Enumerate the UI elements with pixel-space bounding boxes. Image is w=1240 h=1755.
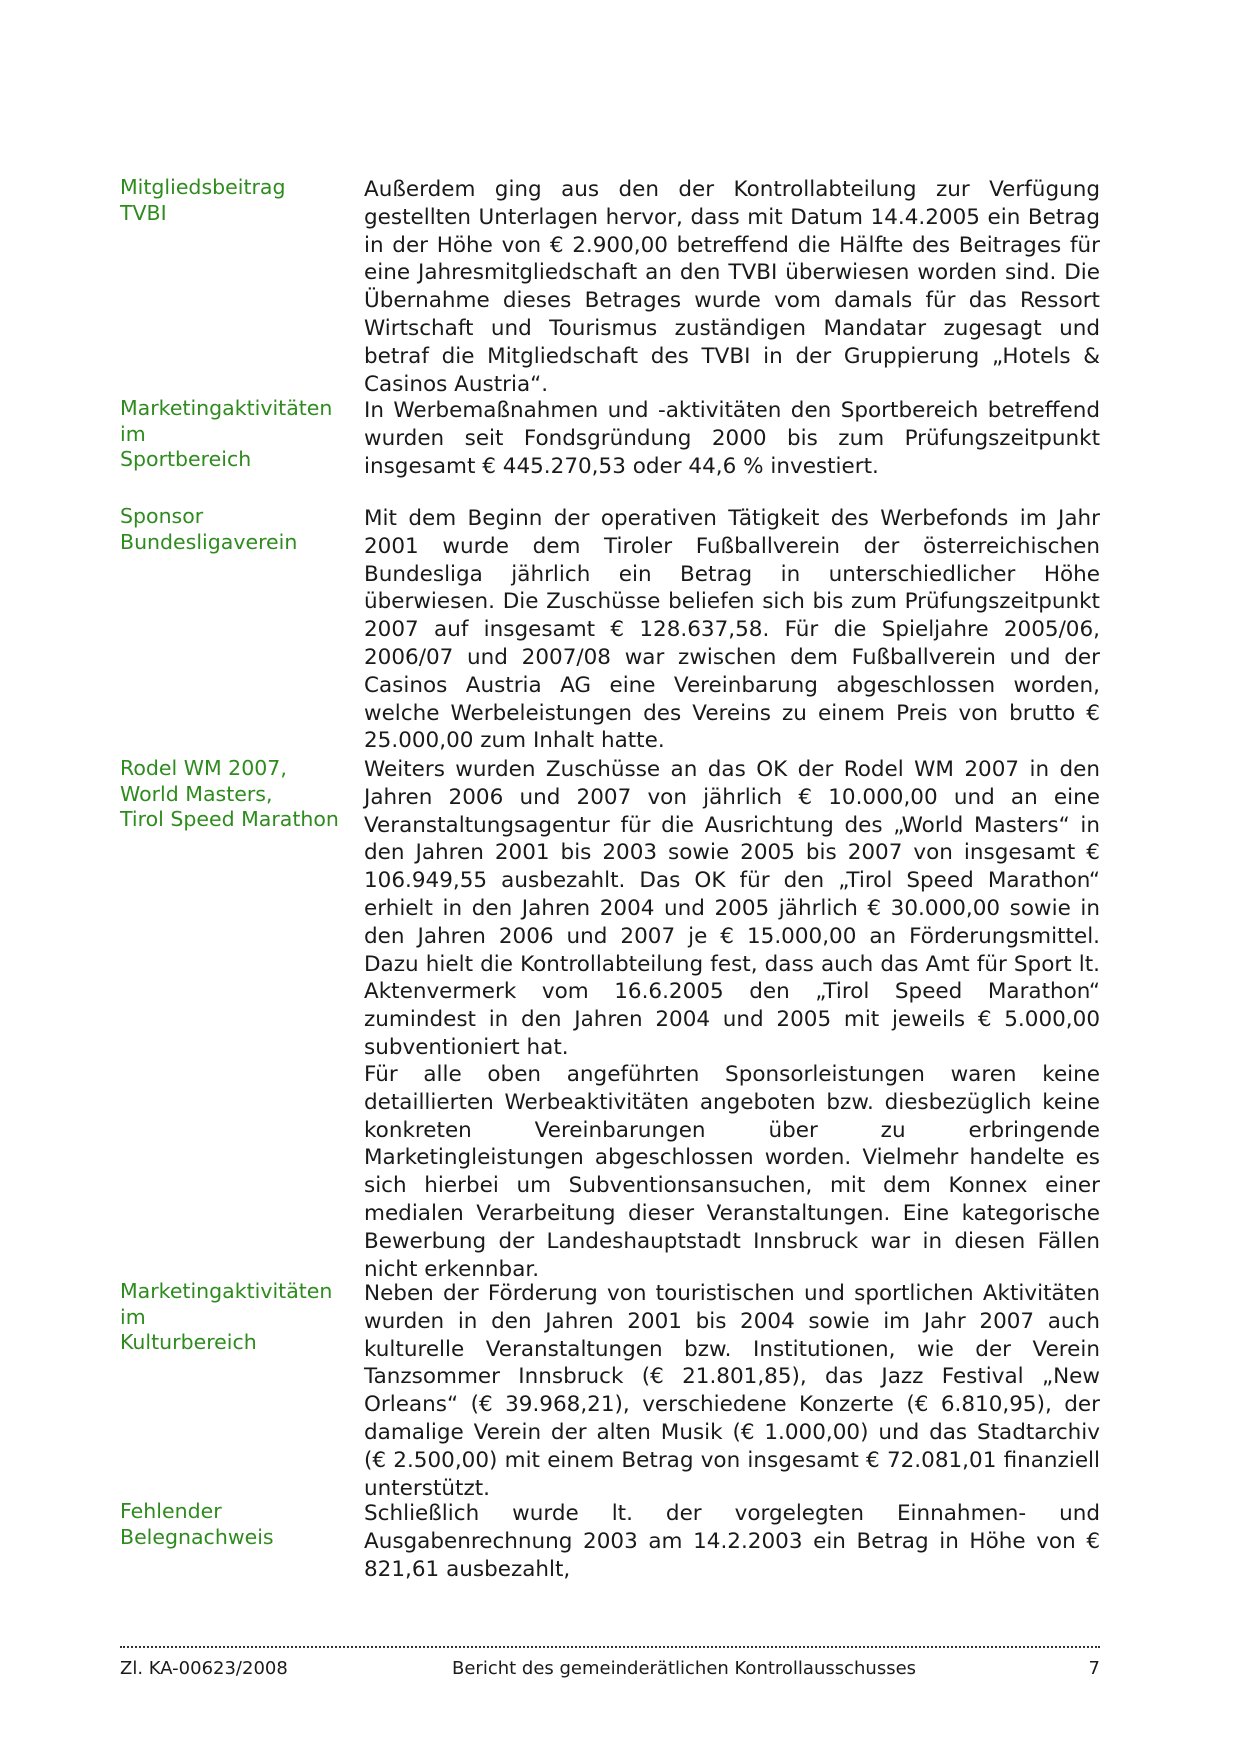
label-line: Kulturbereich bbox=[120, 1330, 257, 1354]
paragraph-sponsor: Mit dem Beginn der operativen Tätigkeit des Werbefonds im Jahr 2001 wurde dem Tiroler Fußballverein der österreichischen Bundesliga jährlich ein Betrag in unterschiedlicher Höhe überwiesen. Die Zuschüsse beliefen sich bis zum Prüfungszeitpunkt 2007 auf insgesamt € 128.637,58. Für die Spieljahre 2005/06, 2006/07 und 2007/08 war zwischen dem Fußballverein und der Casinos Austria AG eine Vereinbarung abgeschlossen worden, welche Werbeleistungen des Vereins zu einem Preis von brutto € 25.000,00 zum Inhalt hatte. bbox=[364, 506, 1100, 754]
margin-label-sponsor bbox=[120, 504, 350, 555]
label-line: Marketingaktivitäten im bbox=[120, 396, 333, 446]
margin-label-sport bbox=[120, 396, 350, 473]
paragraph-mitgliedsbeitrag: Außerdem ging aus den der Kontrollabteilung zur Verfügung gestellten Unterlagen hervor, dass mit Datum 14.4.2005 ein Betrag in der Höhe von € 2.900,00 betreffend die Hälfte des Beitrages für eine Jahresmitgliedschaft an den TVBI überwiesen worden sind. Die Übernahme dieses Betrages wurde vom damals für das Ressort Wirtschaft und Tourismus zuständigen Mandatar zugesagt und betraf die Mitgliedschaft des TVBI in der Gruppierung „Hotels & Casinos Austria“. bbox=[364, 177, 1100, 397]
label-line: Mitgliedsbeitrag bbox=[120, 175, 286, 199]
margin-label-rodel bbox=[120, 756, 350, 833]
label-line: Rodel WM 2007, bbox=[120, 756, 287, 780]
paragraph-belegnachweis: Schließlich wurde lt. der vorgelegten Einnahmen- und Ausgabenrechnung 2003 am 14.2.2003 ein Betrag in Höhe von € 821,61 ausbezahlt, bbox=[364, 1501, 1100, 1582]
footer-divider bbox=[120, 1646, 1100, 1648]
margin-label-belegnachweis bbox=[120, 1499, 350, 1550]
label-line: Bundesligaverein bbox=[120, 529, 298, 554]
label-line: Marketingaktivitäten im bbox=[120, 1279, 333, 1329]
label-line: Sportbereich bbox=[120, 447, 252, 471]
paragraph-rodel: Weiters wurden Zuschüsse an das OK der Rodel WM 2007 in den Jahren 2006 und 2007 von jährlich € 10.000,00 und an eine Veranstaltungsagentur für die Ausrichtung des „World Masters“ in den Jahren 2001 bis 2003 sowie 2005 bis 2007 von insgesamt € 106.949,55 ausbezahlt. Das OK für den „Tirol Speed Marathon“ erhielt in den Jahren 2004 und 2005 jährlich € 30.000,00 sowie in den Jahren 2006 und 2007 je € 15.000,00 an Förderungsmittel. Dazu hielt die Kontrollabteilung fest, dass auch das Amt für Sport lt. Aktenvermerk vom 16.6.2005 den „Tirol Speed Marathon“ zumindest in den Jahren 2004 und 2005 mit jeweils € 5.000,00 subventioniert hat. bbox=[364, 757, 1100, 1060]
margin-label-mitgliedsbeitrag bbox=[120, 175, 350, 226]
label-line: Sponsor bbox=[120, 504, 204, 528]
footer-reference: Zl. KA-00623/2008 bbox=[120, 1658, 288, 1679]
margin-label-kultur bbox=[120, 1279, 350, 1356]
label-line: Tirol Speed Marathon bbox=[120, 807, 339, 831]
label-line: Fehlender bbox=[120, 1499, 222, 1523]
label-line: World Masters, bbox=[120, 781, 273, 806]
footer-page-number: 7 bbox=[1088, 1658, 1100, 1679]
paragraph-kultur: Neben der Förderung von touristischen und sportlichen Aktivitäten wurden in den Jahren 2001 bis 2004 sowie im Jahr 2007 auch kulturelle Veranstaltungen bzw. Institutionen, wie der Verein Tanzsommer Innsbruck (€ 21.801,85), das Jazz Festival „New Orleans“ (€ 39.968,21), verschiedene Konzerte (€ 6.810,95), der damalige Verein der alten Musik (€ 1.000,00) und das Stadtarchiv (€ 2.500,00) mit einem Betrag von insgesamt € 72.081,01 finanziell unterstützt. bbox=[364, 1281, 1100, 1501]
label-line: TVBI bbox=[120, 200, 167, 225]
paragraph-sponsorleistungen: Für alle oben angeführten Sponsorleistungen waren keine detaillierten Werbeaktivitäten angeboten bzw. diesbezüglich keine konkreten Vereinbarungen über zu erbringende Marketingleistungen abgeschlossen worden. Vielmehr handelte es sich hierbei um Subventionsansuchen, mit dem Konnex einer medialen Verarbeitung dieser Veranstaltungen. Eine kategorische Bewerbung der Landeshauptstadt Innsbruck war in diesen Fällen nicht erkennbar. bbox=[364, 1062, 1100, 1282]
label-line: Belegnachweis bbox=[120, 1524, 274, 1549]
paragraph-sport: In Werbemaßnahmen und -aktivitäten den Sportbereich betreffend wurden seit Fondsgründung 2000 bis zum Prüfungszeitpunkt insgesamt € 445.270,53 oder 44,6 % investiert. bbox=[364, 398, 1100, 479]
footer-title: Bericht des gemeinderätlichen Kontrollausschusses bbox=[452, 1658, 917, 1679]
